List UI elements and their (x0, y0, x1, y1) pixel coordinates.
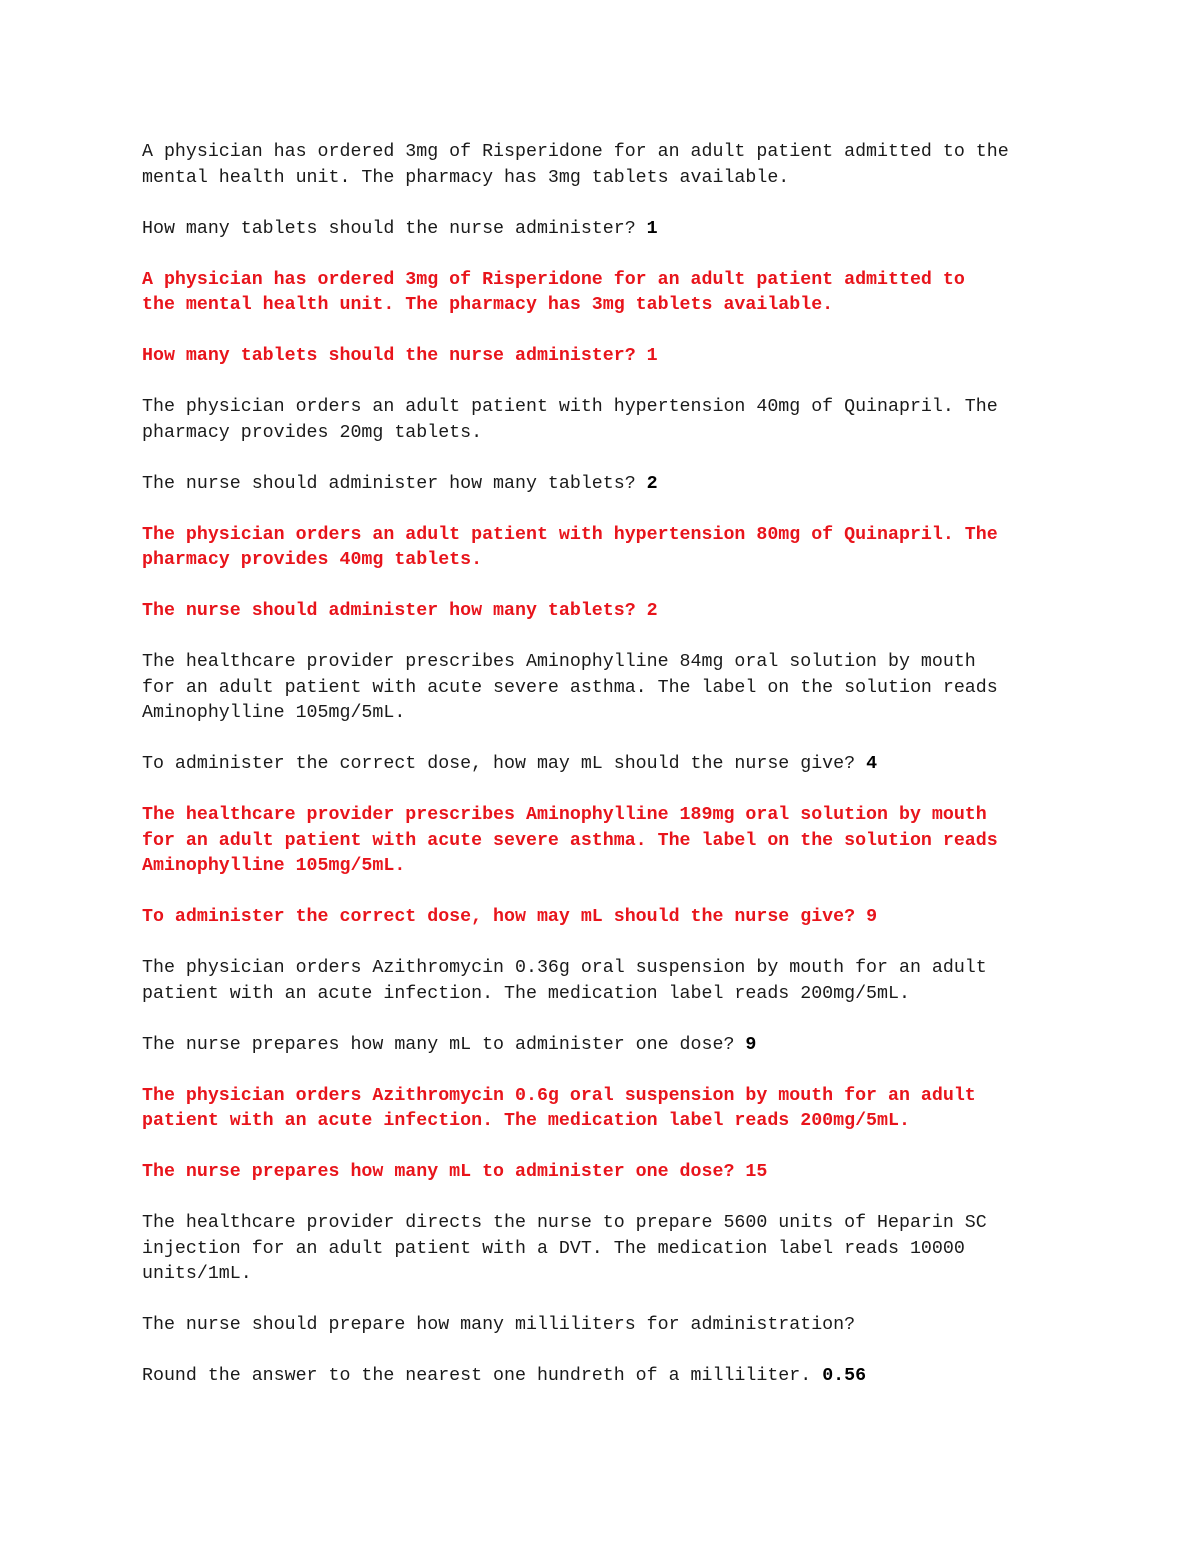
answer-value: 0.56 (822, 1366, 867, 1386)
text-line (142, 803, 1072, 829)
text-line (142, 752, 1072, 778)
text-line (142, 676, 1072, 702)
highlighted-question-block (142, 344, 1072, 370)
line-text: The healthcare provider prescribes Aminophylline 84mg oral solution by mouth (142, 652, 976, 672)
highlighted-question-block (142, 268, 1072, 319)
question-block (142, 1033, 1072, 1059)
text-line (142, 650, 1072, 676)
text-line (142, 472, 1072, 498)
question-block (142, 650, 1072, 727)
answer-value: 9 (745, 1034, 757, 1055)
answer-value: 15 (745, 1162, 768, 1182)
line-text: To administer the correct dose, how may mL should the nurse give? (142, 754, 867, 774)
text-line (142, 1262, 1072, 1288)
line-text: The healthcare provider directs the nurse to prepare 5600 units of Heparin SC (142, 1213, 987, 1233)
line-text: The nurse should administer how many tablets? (142, 601, 647, 621)
line-text: The nurse prepares how many mL to administer one dose? (142, 1162, 746, 1182)
text-line (142, 140, 1072, 166)
text-line (142, 166, 1072, 192)
highlighted-question-block (142, 905, 1072, 931)
line-text: Aminophylline 105mg/5mL. (142, 856, 406, 876)
question-block (142, 752, 1072, 778)
text-line (142, 1237, 1072, 1263)
text-line (142, 982, 1072, 1008)
document-page (142, 140, 1072, 1415)
line-text: mental health unit. The pharmacy has 3mg tablets available. (142, 167, 790, 188)
line-text: Aminophylline 105mg/5mL. (142, 703, 406, 723)
line-text: A physician has ordered 3mg of Risperidone for an adult patient admitted to (142, 269, 965, 290)
line-text: The nurse should administer how many tablets? (142, 473, 647, 494)
text-line (142, 421, 1072, 447)
text-line (142, 1033, 1072, 1059)
line-text: patient with an acute infection. The medication label reads 200mg/5mL. (142, 983, 910, 1004)
line-text: How many tablets should the nurse administer? (142, 218, 647, 239)
text-line (142, 523, 1072, 549)
line-text: for an adult patient with acute severe asthma. The label on the solution reads (142, 677, 998, 698)
text-line (142, 1109, 1072, 1135)
line-text: A physician has ordered 3mg of Risperidone for an adult patient admitted to the (142, 142, 1009, 162)
text-line (142, 268, 1072, 294)
line-text: for an adult patient with acute severe asthma. The label on the solution reads (142, 830, 998, 851)
highlighted-question-block (142, 523, 1072, 574)
text-line (142, 1211, 1072, 1237)
line-text: To administer the correct dose, how may mL should the nurse give? (142, 907, 867, 927)
question-block (142, 956, 1072, 1007)
text-line (142, 599, 1072, 625)
line-text: The physician orders an adult patient with hypertension 80mg of Quinapril. The (142, 524, 998, 545)
line-text: units/1mL. (142, 1264, 252, 1284)
line-text: The nurse prepares how many mL to administer one dose? (142, 1034, 746, 1055)
question-block (142, 472, 1072, 498)
answer-value: 2 (646, 601, 658, 621)
text-line (142, 217, 1072, 243)
line-text: pharmacy provides 40mg tablets. (142, 550, 483, 570)
answer-value: 1 (646, 346, 658, 366)
text-line (142, 548, 1072, 574)
text-line (142, 1313, 1072, 1339)
question-block (142, 395, 1072, 446)
line-text: pharmacy provides 20mg tablets. (142, 422, 483, 443)
answer-value: 1 (646, 218, 658, 239)
line-text: the mental health unit. The pharmacy has 3mg tablets available. (142, 295, 834, 315)
text-line (142, 1364, 1072, 1390)
line-text: The physician orders an adult patient with hypertension 40mg of Quinapril. The (142, 397, 998, 417)
line-text: injection for an adult patient with a DVT. The medication label reads 10000 (142, 1238, 965, 1259)
question-block (142, 140, 1072, 191)
line-text: The physician orders Azithromycin 0.6g oral suspension by mouth for an adult (142, 1085, 976, 1106)
line-text: The physician orders Azithromycin 0.36g oral suspension by mouth for an adult (142, 958, 987, 978)
question-block (142, 1313, 1072, 1339)
highlighted-question-block (142, 599, 1072, 625)
text-line (142, 293, 1072, 319)
line-text: The nurse should prepare how many milliliters for administration? (142, 1315, 856, 1335)
line-text: How many tablets should the nurse administer? (142, 346, 647, 366)
line-text: patient with an acute infection. The medication label reads 200mg/5mL. (142, 1111, 910, 1131)
highlighted-question-block (142, 1160, 1072, 1186)
question-block (142, 1211, 1072, 1288)
question-block (142, 217, 1072, 243)
text-line (142, 854, 1072, 880)
line-text: Round the answer to the nearest one hundreth of a milliliter. (142, 1366, 823, 1386)
text-line (142, 829, 1072, 855)
highlighted-question-block (142, 1084, 1072, 1135)
text-line (142, 395, 1072, 421)
question-block (142, 1364, 1072, 1390)
answer-value: 9 (866, 907, 878, 927)
answer-value: 2 (646, 473, 658, 494)
text-line (142, 905, 1072, 931)
text-line (142, 701, 1072, 727)
text-line (142, 1084, 1072, 1110)
highlighted-question-block (142, 803, 1072, 880)
text-line (142, 344, 1072, 370)
text-line (142, 1160, 1072, 1186)
line-text: The healthcare provider prescribes Aminophylline 189mg oral solution by mouth (142, 805, 987, 825)
answer-value: 4 (866, 754, 878, 774)
text-line (142, 956, 1072, 982)
